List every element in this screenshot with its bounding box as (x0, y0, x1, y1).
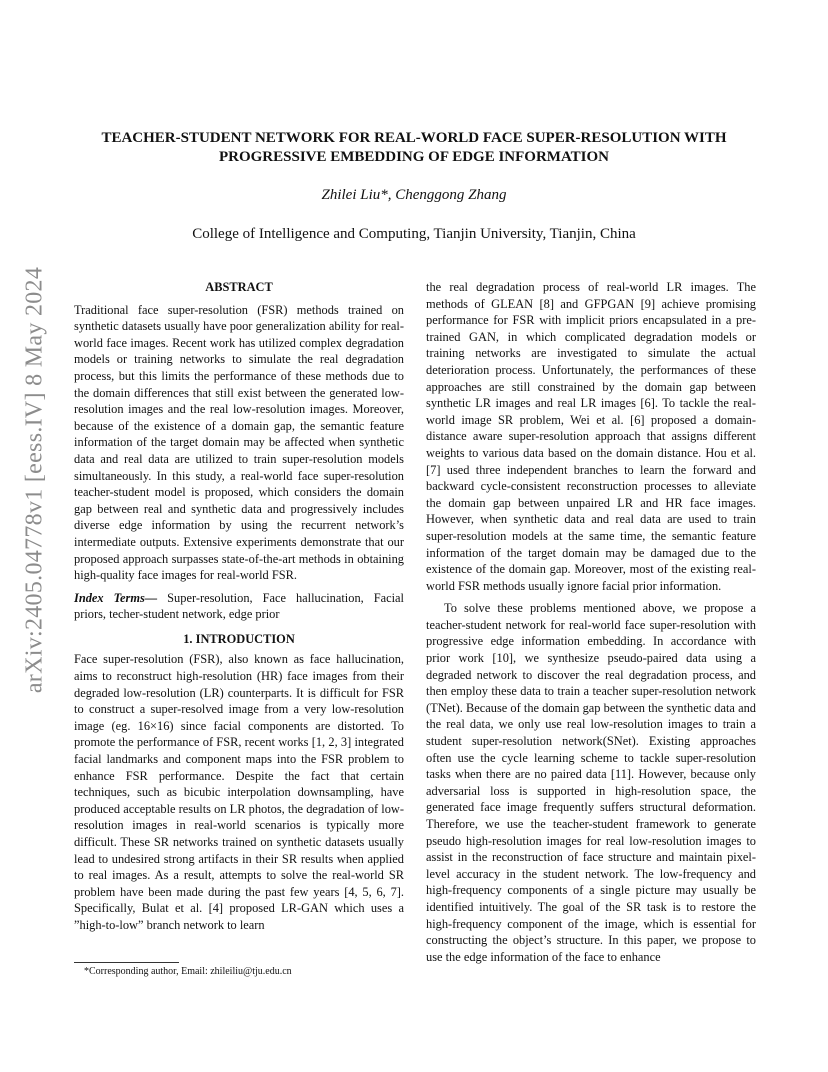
paper-title (0, 129, 828, 167)
title-line-1: TEACHER-STUDENT NETWORK FOR REAL-WORLD FACE SUPER-RESOLUTION WITH (101, 130, 727, 146)
index-terms-text: Super-resolution, Face hallucination, Facial priors, techer-student network, edge prior (74, 590, 404, 622)
index-terms (74, 590, 404, 623)
footnote-divider (74, 962, 179, 963)
abstract-heading: ABSTRACT (205, 280, 273, 294)
affiliation: College of Intelligence and Computing, Tianjin University, Tianjin, China (192, 226, 636, 242)
left-column (74, 279, 404, 934)
right-paragraph-2: To solve these problems mentioned above, we propose a teacher-student network for real-world face super-resolution with progressive edge information embedding. In accordance with prior work [10], we synthesize pseudo-paired data using a degraded network to discover the real degradation process, and then employ these data to train a teacher super-resolution network (TNet). Because of the domain gap between the synthetic data and the real data, we only use real low-resolution images to train a student super-resolution network(SNet). Existing approaches often use the cycle learning scheme to tackle super-resolution tasks when there are no paired data [11]. However, because only adversarial loss is supported in high-resolution space, the generated face image frequently suffers structural deformation. Therefore, we use the teacher-student framework to generate pseudo high-resolution images for real low-resolution images to assist in the reconstruction of face structure and maintain pixel-level accuracy in the student network. The low-frequency and high-frequency components of a single picture may usually be identified intuitively. The goal of the SR task is to restore the high-frequency component of the image, which is essential for constructing the object’s structure. In this paper, we propose to use the edge information of the face to enhance (426, 601, 756, 964)
introduction-text: Face super-resolution (FSR), also known as face hallucination, aims to reconstruct high-resolution (HR) face images from their degraded low-resolution (LR) counterparts. It is difficult for FSR to construct a super-resolved image from a very low-resolution image (eg. 16×16) since facial components are distorted. To promote the performance of FSR, recent works [1, 2, 3] integrated facial landmarks and component maps into the FSR problem to enhance FSR performance. Despite the fact that certain techniques, such as bicubic interpolation downsampling, have produced acceptable results on LR photos, the degradation of low-resolution images in real-world scenarios is typically more difficult. These SR networks trained on synthetic datasets usually lead to undesired strong artifacts in their SR results when applied to real images. As a result, attempts to solve the real-world SR problem have been made during the past few years [4, 5, 6, 7]. Specifically, Bulat et al. [4] proposed LR-GAN which uses a ”high-to-low” branch network to learn (74, 652, 404, 932)
right-paragraph-1: the real degradation process of real-world LR images. The methods of GLEAN [8] and GFPGAN [9] achieve promising performance for FSR with implicit priors encapsulated in a pre-trained GAN, in which complicated degradation models or training networks are investigated to simulate the actual deterioration process. Unfortunately, the performances of these approaches are still constrained by the domain gap between synthetic LR images and real LR images [6]. To tackle the real-world image SR problem, Wei et al. [6] proposed a domain-distance aware super-resolution approach that assigns different weights to various data based on the domain distance. Hou et al. [7] used three independent branches to learn the forward and backward cycle-consistent reconstruction processes to alleviate the domain gap between unpaired LR and HR face images. However, when synthetic data and real data are used to train super-resolution models at the same time, the semantic feature information of the target domain may be damaged due to the existence of the domain gap. Moreover, most of the existing real-world FSR methods usually ignore facial prior information. (426, 280, 756, 593)
arxiv-identifier: arXiv:2405.04778v1 [eess.IV] 8 May 2024 (21, 266, 48, 694)
authors: Zhilei Liu*, Chenggong Zhang (321, 187, 507, 203)
footnote: *Corresponding author, Email: zhileiliu@tju.edu.cn (84, 966, 292, 977)
abstract-text: Traditional face super-resolution (FSR) methods trained on synthetic datasets usually have poor generalization ability for real-world face images. Recent work has utilized complex degradation models or training networks to simulate the real degradation process, but this limits the performance of these methods due to the domain differences that still exist between the generated low-resolution images and the real low-resolution images. Moreover, because of the existence of a domain gap, the semantic feature information of the target domain may be affected when synthetic data and real data are utilized to train super-resolution models simultaneously. In this study, a real-world face super-resolution teacher-student model is proposed, which considers the domain gap between real and synthetic data and progressively includes diverse edge information by using the recurrent network’s intermediate outputs. Extensive experiments demonstrate that our proposed approach surpasses state-of-the-art methods in obtaining high-quality face images for real-world FSR. (74, 302, 404, 583)
right-column (426, 279, 756, 965)
introduction-heading: 1. INTRODUCTION (183, 631, 295, 646)
index-terms-label: Index Terms— (74, 590, 158, 605)
title-line-2: PROGRESSIVE EMBEDDING OF EDGE INFORMATION (218, 149, 610, 165)
